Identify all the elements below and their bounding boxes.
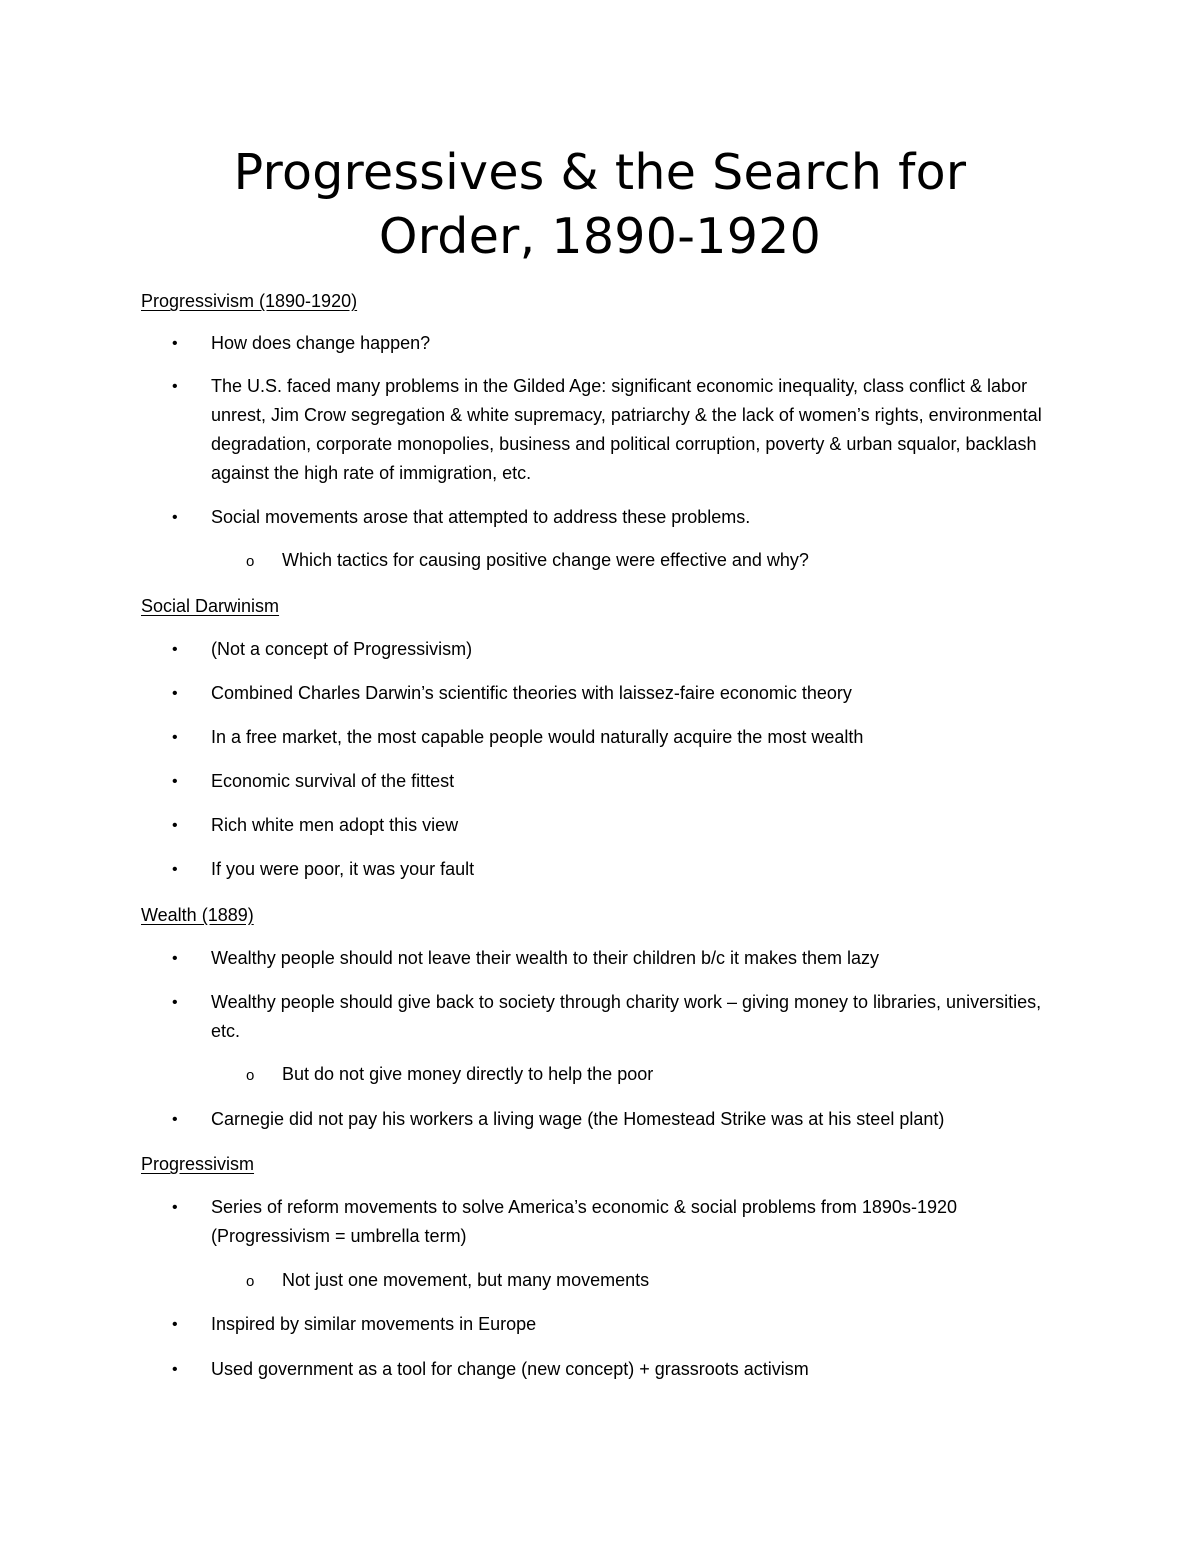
bullet-icon: • <box>172 1361 178 1378</box>
list-item-text: Carnegie did not pay his workers a living wage (the Homestead Strike was at his steel plant) <box>211 1109 945 1129</box>
sub-list-item <box>246 546 1082 575</box>
list-item-text: Social movements arose that attempted to address these problems. <box>211 507 751 527</box>
section-heading-progressivism-1890-1920: Progressivism (1890-1920) <box>141 291 358 311</box>
list-item <box>172 1355 1071 1384</box>
bullet-icon: • <box>172 335 178 352</box>
list-item <box>172 723 1071 752</box>
circle-bullet-icon: o <box>246 1067 255 1084</box>
sub-list-item <box>246 1060 1082 1089</box>
bullet-icon: • <box>172 861 178 878</box>
list-item-text: Wealthy people should not leave their wealth to their children b/c it makes them lazy <box>211 948 880 968</box>
list-item <box>172 1105 1071 1134</box>
document-title-line-2: Order, 1890-1920 <box>378 208 822 265</box>
circle-bullet-icon: o <box>246 1273 255 1290</box>
section-heading-social-darwinism: Social Darwinism <box>141 596 280 616</box>
list-item <box>172 329 1071 358</box>
list-item <box>172 988 1071 1046</box>
list-item-text: (Not a concept of Progressivism) <box>211 639 473 659</box>
bullet-icon: • <box>172 950 178 967</box>
bullet-icon: • <box>172 378 178 395</box>
list-item <box>172 679 1071 708</box>
bullet-icon: • <box>172 1111 178 1128</box>
sub-list-item-text: Not just one movement, but many movements <box>282 1270 650 1290</box>
list-item-text: If you were poor, it was your fault <box>211 859 475 879</box>
bullet-icon: • <box>172 509 178 526</box>
list-item-text: How does change happen? <box>211 333 431 353</box>
bullet-icon: • <box>172 729 178 746</box>
section-heading-progressivism: Progressivism <box>141 1154 255 1174</box>
list-item-text: Series of reform movements to solve America’s economic & social problems from 1890s-1920 (Progressivism = umbrella term) <box>211 1197 957 1246</box>
section-heading-wealth-1889: Wealth (1889) <box>141 905 254 925</box>
sub-list-item-text: But do not give money directly to help the poor <box>282 1064 654 1084</box>
list-item <box>172 503 1071 532</box>
list-item-text: Combined Charles Darwin’s scientific theories with laissez-faire economic theory <box>211 683 852 703</box>
list-item-text: Used government as a tool for change (new concept) + grassroots activism <box>211 1359 809 1379</box>
list-item <box>172 1310 1071 1339</box>
bullet-icon: • <box>172 817 178 834</box>
bullet-icon: • <box>172 773 178 790</box>
list-item <box>172 944 1071 973</box>
list-item-text: Economic survival of the fittest <box>211 771 455 791</box>
bullet-icon: • <box>172 685 178 702</box>
bullet-icon: • <box>172 994 178 1011</box>
bullet-icon: • <box>172 1199 178 1216</box>
list-item-text: The U.S. faced many problems in the Gilded Age: significant economic inequality, class conflict & labor unrest, Jim Crow segregation & white supremacy, patriarchy & the lack of women’s rights, environmental degradation, corporate monopolies, business and political corruption, poverty & urban squalor, backlash against the high rate of immigration, etc. <box>211 376 1042 483</box>
list-item <box>172 767 1071 796</box>
list-item <box>172 372 1071 488</box>
bullet-icon: • <box>172 641 178 658</box>
list-item-text: Inspired by similar movements in Europe <box>211 1314 537 1334</box>
list-item <box>172 1193 1071 1251</box>
list-item <box>172 635 1071 664</box>
sub-list-item <box>246 1266 1082 1295</box>
list-item-text: Rich white men adopt this view <box>211 815 459 835</box>
circle-bullet-icon: o <box>246 553 255 570</box>
list-item <box>172 855 1071 884</box>
list-item-text: In a free market, the most capable people would naturally acquire the most wealth <box>211 727 864 747</box>
document-title-line-1: Progressives & the Search for <box>233 144 967 201</box>
list-item-text: Wealthy people should give back to society through charity work – giving money to libraries, universities, etc. <box>211 992 1042 1041</box>
list-item <box>172 811 1071 840</box>
sub-list-item-text: Which tactics for causing positive change were effective and why? <box>282 550 809 570</box>
bullet-icon: • <box>172 1316 178 1333</box>
